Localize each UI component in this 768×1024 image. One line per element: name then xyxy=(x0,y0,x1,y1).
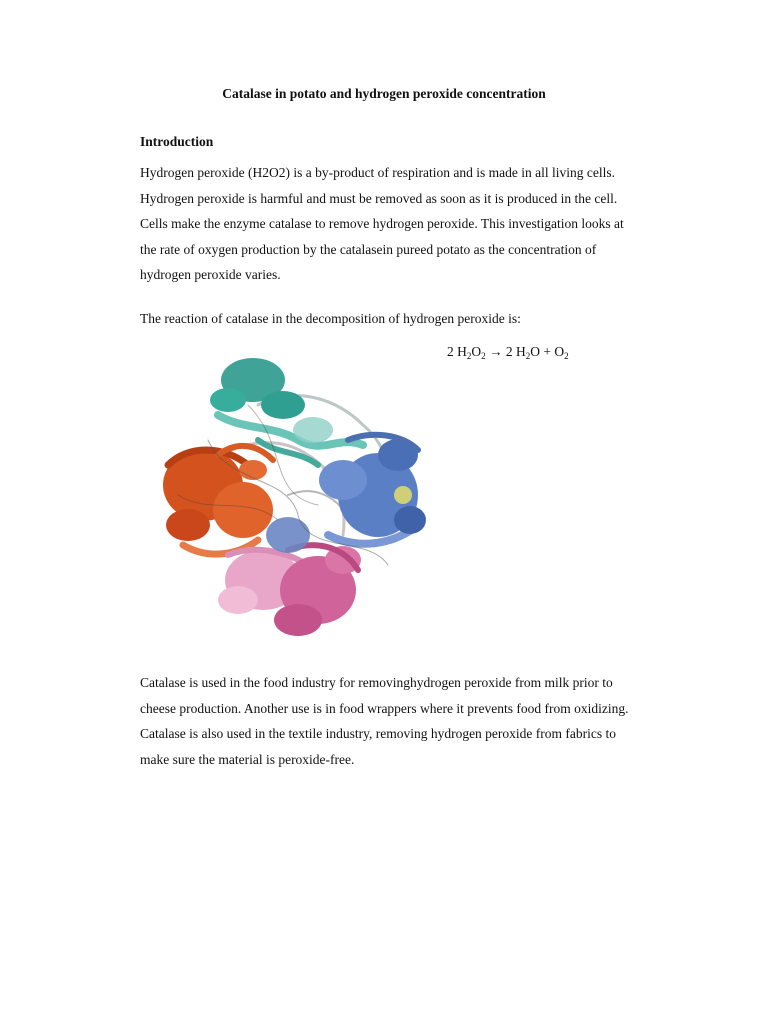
intro-paragraph: Hydrogen peroxide (H2O2) is a by-product of respiration and is made in all living cells. Hydrogen peroxide is harmful and must be removed as soon as it is produced in the cell. Cells make the enzyme catalase to remove hydrogen peroxide. This investigation looks at the rate of oxygen production by the catalasein pureed potato as the concentration of hydrogen peroxide varies. xyxy=(140,165,624,282)
eq-part: → 2 H xyxy=(485,344,526,359)
section-heading-introduction: Introduction xyxy=(140,134,214,149)
eq-part: 2 H xyxy=(447,344,467,359)
eq-part: O xyxy=(471,344,482,359)
eq-subscript: 2 xyxy=(525,351,531,361)
reaction-intro-paragraph: The reaction of catalase in the decomposition of hydrogen peroxide is: xyxy=(140,311,521,326)
eq-part: O + O xyxy=(530,344,565,359)
reaction-equation xyxy=(447,344,569,361)
eq-subscript: 2 xyxy=(466,351,472,361)
catalase-structure-figure xyxy=(148,345,438,640)
eq-subscript: 2 xyxy=(481,351,486,361)
uses-paragraph: Catalase is used in the food industry for removinghydrogen peroxide from milk prior to cheese production. Another use is in food wrappers where it prevents food from oxidizing. Catalase is also used in the textile industry, removing hydrogen peroxide from fabrics to make sure the material is peroxide-free. xyxy=(140,675,629,767)
catalase-protein-structure-icon xyxy=(148,345,438,640)
eq-subscript: 2 xyxy=(564,351,569,361)
document-title: Catalase in potato and hydrogen peroxide concentration xyxy=(222,86,546,101)
